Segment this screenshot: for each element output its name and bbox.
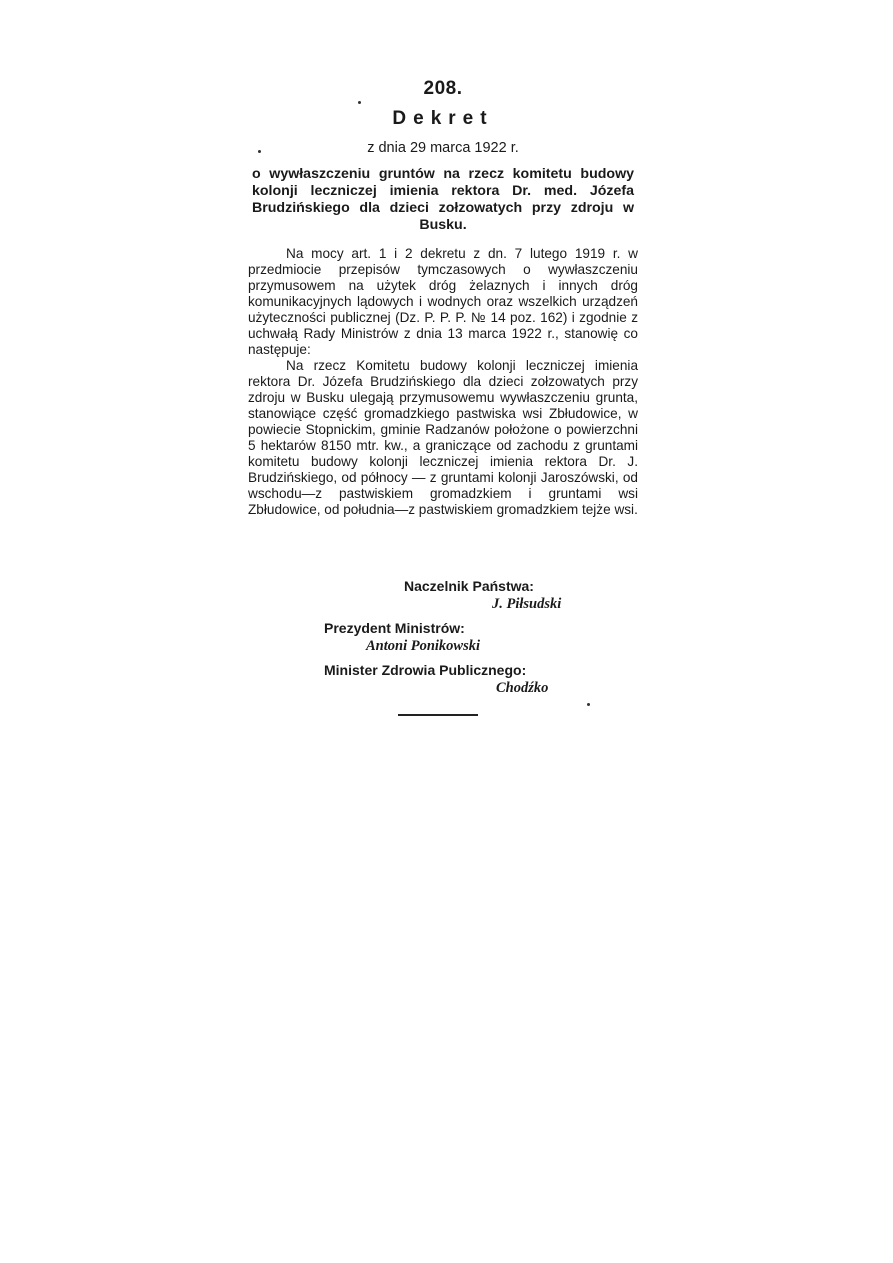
decree-date: z dnia 29 marca 1922 r. xyxy=(367,140,519,156)
print-speck xyxy=(587,703,590,706)
signature-name-prime-minister: Antoni Ponikowski xyxy=(366,638,481,654)
decree-subject: o wywłaszczeniu gruntów na rzecz komitetu budowy kolonji leczniczej imienia rektora Dr. med. Józefa Brudzińskiego dla dzieci zołzowatych przy zdroju w Busku. xyxy=(252,166,634,233)
signature-role-head-of-state: Naczelnik Państwa: xyxy=(404,578,534,594)
paragraph-legal-basis: Na mocy art. 1 i 2 dekretu z dn. 7 lutego 1919 r. w przedmiocie przepisów tymczasowych o wywłaszczeniu przymusowem na użytek dróg żelaznych i innych dróg komunikacyjnych lądowych i wodnych oraz wszelkich urządzeń użyteczności publicznej (Dz. P. P. P. № 14 poz. 162) i zgodnie z uchwałą Rady Ministrów z dnia 13 marca 1922 r., stanowię co następuje: xyxy=(248,246,638,357)
signature-name-health-minister: Chodźko xyxy=(496,680,549,696)
closing-rule xyxy=(398,714,478,716)
page-number: 208. xyxy=(423,78,463,99)
document-page xyxy=(248,78,638,696)
signature-role-health-minister: Minister Zdrowia Publicznego: xyxy=(324,662,527,678)
print-speck xyxy=(258,150,261,153)
paragraph-expropriation: Na rzecz Komitetu budowy kolonji leczniczej imienia rektora Dr. Józefa Brudzińskiego dla dzieci zołzowatych przy zdroju w Busku ulegają przymusowemu wywłaszczeniu grunta, stanowiące część gromadzkiego pastwiska wsi Zbłudowice, w powiecie Stopnickim, gminie Radzanów położone o powierzchni 5 hektarów 8150 mtr. kw., a graniczące od zachodu z gruntami komitetu budowy kolonji leczniczej imienia rektora Dr. J. Brudzińskiego, od północy — z gruntami kolonji Jaroszówski, od wschodu—z pastwiskiem gromadzkiem i gruntami wsi Zbłudowice, od południa—z pastwiskiem gromadzkiem tejże wsi. xyxy=(248,358,638,517)
signature-role-prime-minister: Prezydent Ministrów: xyxy=(324,620,465,636)
print-speck xyxy=(358,101,361,104)
signature-name-head-of-state: J. Piłsudski xyxy=(492,596,562,612)
decree-title: Dekret xyxy=(392,108,494,129)
